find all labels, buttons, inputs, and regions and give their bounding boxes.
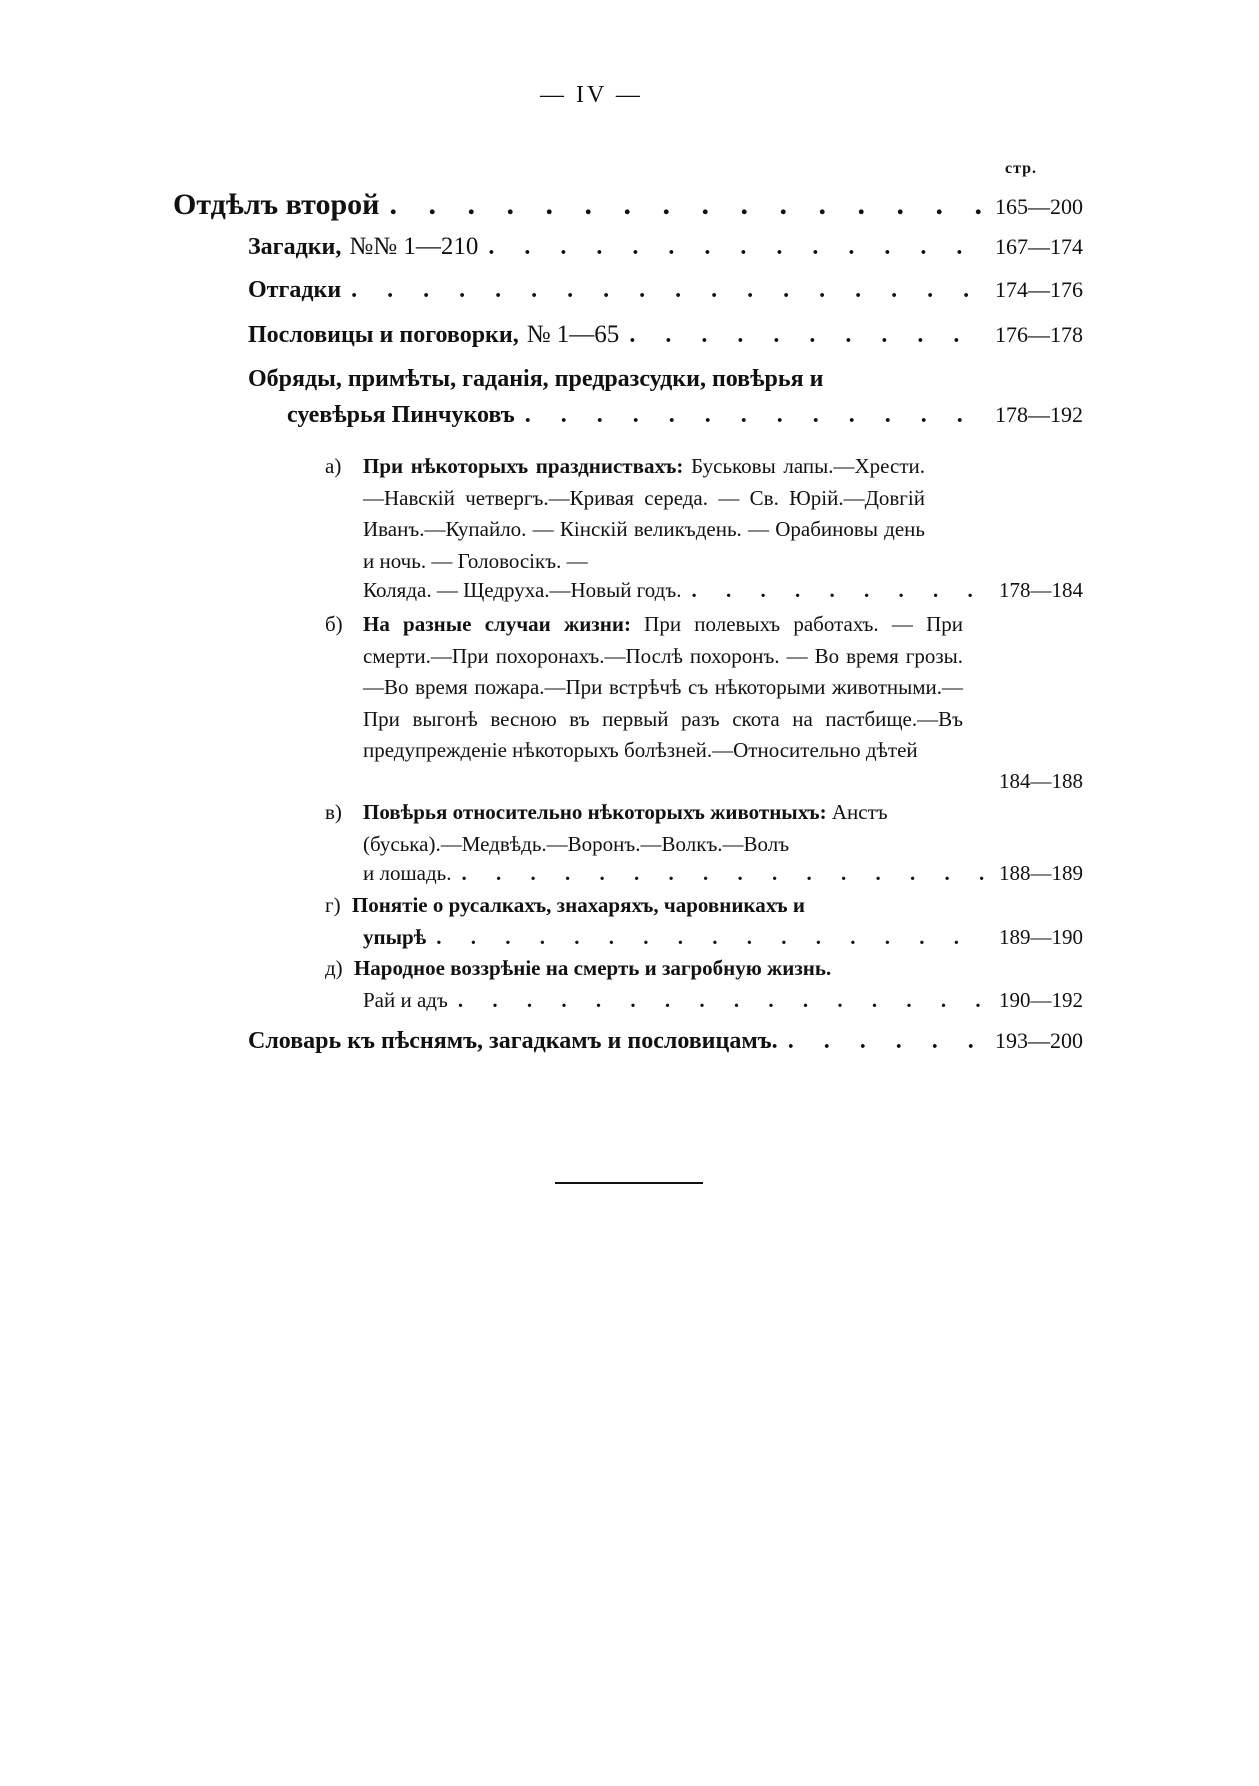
- subentry-text: Буськовы лапы.—Хрести.—Навскій четвергъ.—Кривая середа. — Св. Юрій.—Довгій Иванъ.—Купайло. — Кінскій великъдень. — Орабиновы день и ночь. — Головосікъ. —: [363, 454, 926, 573]
- subentry-last-line: Рай и адъ: [363, 988, 448, 1012]
- subentry-lead: Повѣрья относительно нѣкоторыхъ животныхъ:: [363, 800, 827, 824]
- toc-pages: 167—174: [995, 234, 1083, 259]
- toc-title: суевѣрья Пинчуковъ: [287, 402, 515, 428]
- toc-pages: 190—192: [999, 988, 1083, 1012]
- leader-dots: [461, 861, 989, 886]
- toc-subentry-v-last: [363, 861, 1083, 886]
- toc-subentry-g: [325, 893, 805, 918]
- toc-pages: 193—200: [995, 1028, 1083, 1053]
- toc-title-range: № 1—65: [526, 321, 620, 348]
- toc-pages: 188—189: [999, 861, 1083, 885]
- subentry-marker: в): [325, 800, 342, 824]
- leader-dots: [351, 277, 985, 304]
- toc-pages: 189—190: [999, 925, 1083, 949]
- subentry-text: Анстъ (буська).—Медвѣдь.—Воронъ.—Волкъ.—Волъ: [363, 800, 888, 856]
- toc-pages: 174—176: [995, 277, 1083, 302]
- toc-title: Отдѣлъ второй: [173, 188, 380, 221]
- leader-dots: [389, 188, 985, 222]
- toc-pages: 184—188: [999, 769, 1083, 793]
- toc-subentry-d-last: [363, 988, 1083, 1013]
- toc-pages: 176—178: [995, 322, 1083, 347]
- page-column-header: стр.: [1005, 160, 1038, 177]
- leader-dots: [629, 322, 985, 349]
- subentry-marker: г): [325, 893, 341, 917]
- subentry-marker: д): [325, 956, 343, 980]
- leader-dots: [436, 925, 989, 950]
- toc-subentry-v: [325, 797, 925, 860]
- toc-subentry-b: [325, 609, 1083, 793]
- subentry-marker: а): [325, 454, 342, 478]
- subentry-last-line: и лошадь.: [363, 861, 452, 885]
- subentry-last-line: упырѣ: [363, 925, 427, 949]
- toc-entry-part-two: [173, 188, 1083, 222]
- toc-subentry-a: [325, 451, 925, 577]
- end-rule: [555, 1182, 703, 1184]
- toc-entry-answers: [248, 277, 1083, 304]
- subentry-last-line: Коляда. — Щедруха.—Новый годъ.: [363, 578, 682, 602]
- toc-title: Пословицы и поговорки,: [248, 322, 519, 348]
- toc-entry-dictionary: [248, 1028, 1083, 1055]
- toc-title-range: №№ 1—210: [349, 233, 479, 260]
- leader-dots: [788, 1028, 985, 1055]
- subentry-lead: Понятіе о русалкахъ, знахаряхъ, чаровникахъ и: [351, 893, 806, 917]
- toc-pages: 178—184: [999, 578, 1083, 602]
- leader-dots: [691, 578, 989, 603]
- page-number: — IV —: [540, 82, 643, 108]
- toc-subentry-g-last: [363, 925, 1083, 950]
- toc-title: Отгадки: [248, 277, 342, 303]
- subentry-lead: При нѣкоторыхъ праздниствахъ:: [363, 454, 684, 478]
- toc-title: Словарь къ пѣснямъ, загадкамъ и пословицамъ.: [248, 1028, 778, 1054]
- subentry-marker: б): [325, 612, 343, 636]
- toc-title: Загадки,: [248, 234, 342, 260]
- toc-entry-riddles: [248, 233, 1083, 261]
- toc-title-line1: Обряды, примѣты, гаданія, предразсудки, повѣрья и: [248, 366, 824, 392]
- toc-pages: 178—192: [995, 402, 1083, 427]
- toc-subentry-a-last: [363, 578, 1083, 603]
- toc-subentry-d: [325, 956, 831, 981]
- toc-entry-proverbs: [248, 321, 1083, 349]
- leader-dots: [458, 988, 989, 1013]
- subentry-lead: На разные случаи жизни:: [363, 612, 631, 636]
- subentry-lead: Народное воззрѣніе на смерть и загробную жизнь.: [353, 956, 832, 980]
- leader-dots: [488, 234, 985, 261]
- leader-dots: [525, 402, 985, 429]
- toc-entry-rites: [287, 402, 1083, 429]
- subentry-text: При полевыхъ работахъ. — При смерти.—При похоронахъ.—Послѣ похоронъ. — Во время грозы.—Во время пожара.—При встрѣчѣ съ нѣкоторыми животными.— При выгонѣ весною въ первый разъ скота на пастбище.—Въ предупрежденіе нѣкоторыхъ болѣзней.—Относительно дѣтей: [363, 612, 963, 762]
- toc-pages: 165—200: [995, 194, 1083, 219]
